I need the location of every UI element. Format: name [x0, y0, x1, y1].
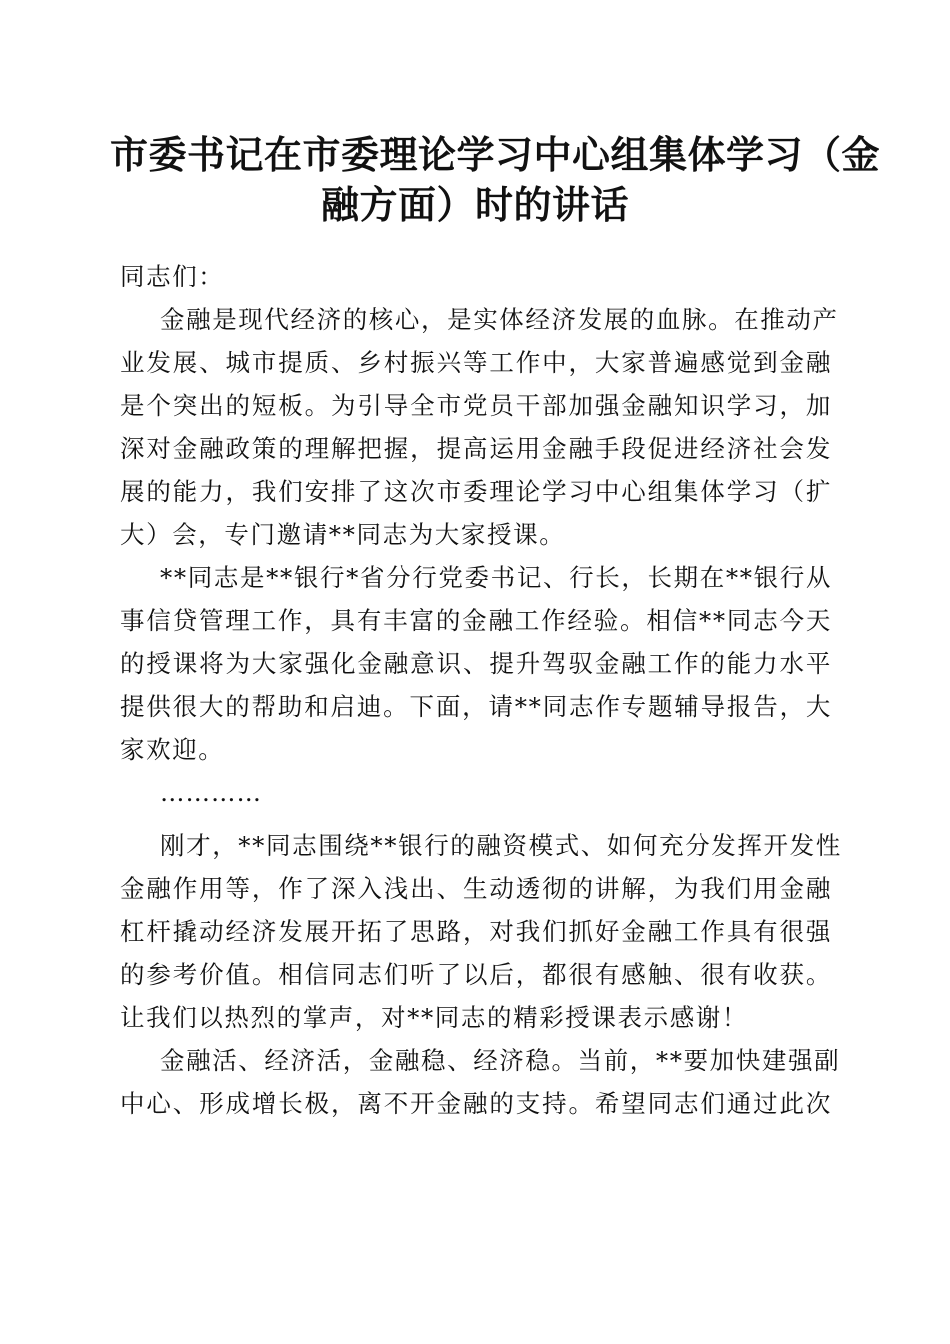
paragraph-2 — [120, 556, 832, 771]
paragraph-line: 家欢迎。 — [120, 735, 225, 764]
paragraph-line: 提供很大的帮助和启迪。下面，请**同志作专题辅导报告，大 — [120, 692, 832, 721]
paragraph-line: 金融作用等，作了深入浅出、生动透彻的讲解，为我们用金融 — [120, 874, 832, 903]
paragraph-line: 刚才，**同志围绕**银行的融资模式、如何充分发挥开发性 — [160, 831, 842, 860]
paragraph-line: 中心、形成增长极，离不开金融的支持。希望同志们通过此次 — [120, 1089, 832, 1118]
paragraph-line: 大）会，专门邀请**同志为大家授课。 — [120, 520, 566, 549]
salutation: 同志们： — [120, 262, 225, 291]
paragraph-line: 的参考价值。相信同志们听了以后，都很有感触、很有收获。 — [120, 960, 832, 989]
paragraph-4 — [120, 1039, 841, 1125]
title-line-1: 市委书记在市委理论学习中心组集体学习（金 — [110, 132, 881, 177]
paragraph-line: **同志是**银行*省分行党委书记、行长，长期在**银行从 — [160, 563, 832, 592]
title-line-2: 融方面）时的讲话 — [320, 182, 629, 227]
paragraph-line: 金融是现代经济的核心，是实体经济发展的血脉。在推动产 — [160, 305, 839, 334]
paragraph-line: 深对金融政策的理解把握，提高运用金融手段促进经济社会发 — [120, 434, 832, 463]
spacer — [120, 814, 832, 824]
document-body — [120, 255, 842, 1125]
paragraph-line: 让我们以热烈的掌声，对**同志的精彩授课表示感谢！ — [120, 1003, 748, 1032]
paragraph-line: 的授课将为大家强化金融意识、提升驾驭金融工作的能力水平 — [120, 649, 832, 678]
paragraph-1 — [120, 298, 839, 556]
paragraph-line: 事信贷管理工作，具有丰富的金融工作经验。相信**同志今天 — [120, 606, 832, 635]
paragraph-line: 展的能力，我们安排了这次市委理论学习中心组集体学习（扩 — [120, 477, 832, 506]
ellipsis-separator: ………… — [160, 778, 262, 807]
document-title — [110, 130, 881, 230]
paragraph-line: 业发展、城市提质、乡村振兴等工作中，大家普遍感觉到金融 — [120, 348, 832, 377]
paragraph-line: 金融活、经济活，金融稳、经济稳。当前，**要加快建强副 — [160, 1046, 841, 1075]
paragraph-3 — [120, 824, 842, 1039]
paragraph-line: 是个突出的短板。为引导全市党员干部加强金融知识学习，加 — [120, 391, 832, 420]
paragraph-line: 杠杆撬动经济发展开拓了思路，对我们抓好金融工作具有很强 — [120, 917, 832, 946]
